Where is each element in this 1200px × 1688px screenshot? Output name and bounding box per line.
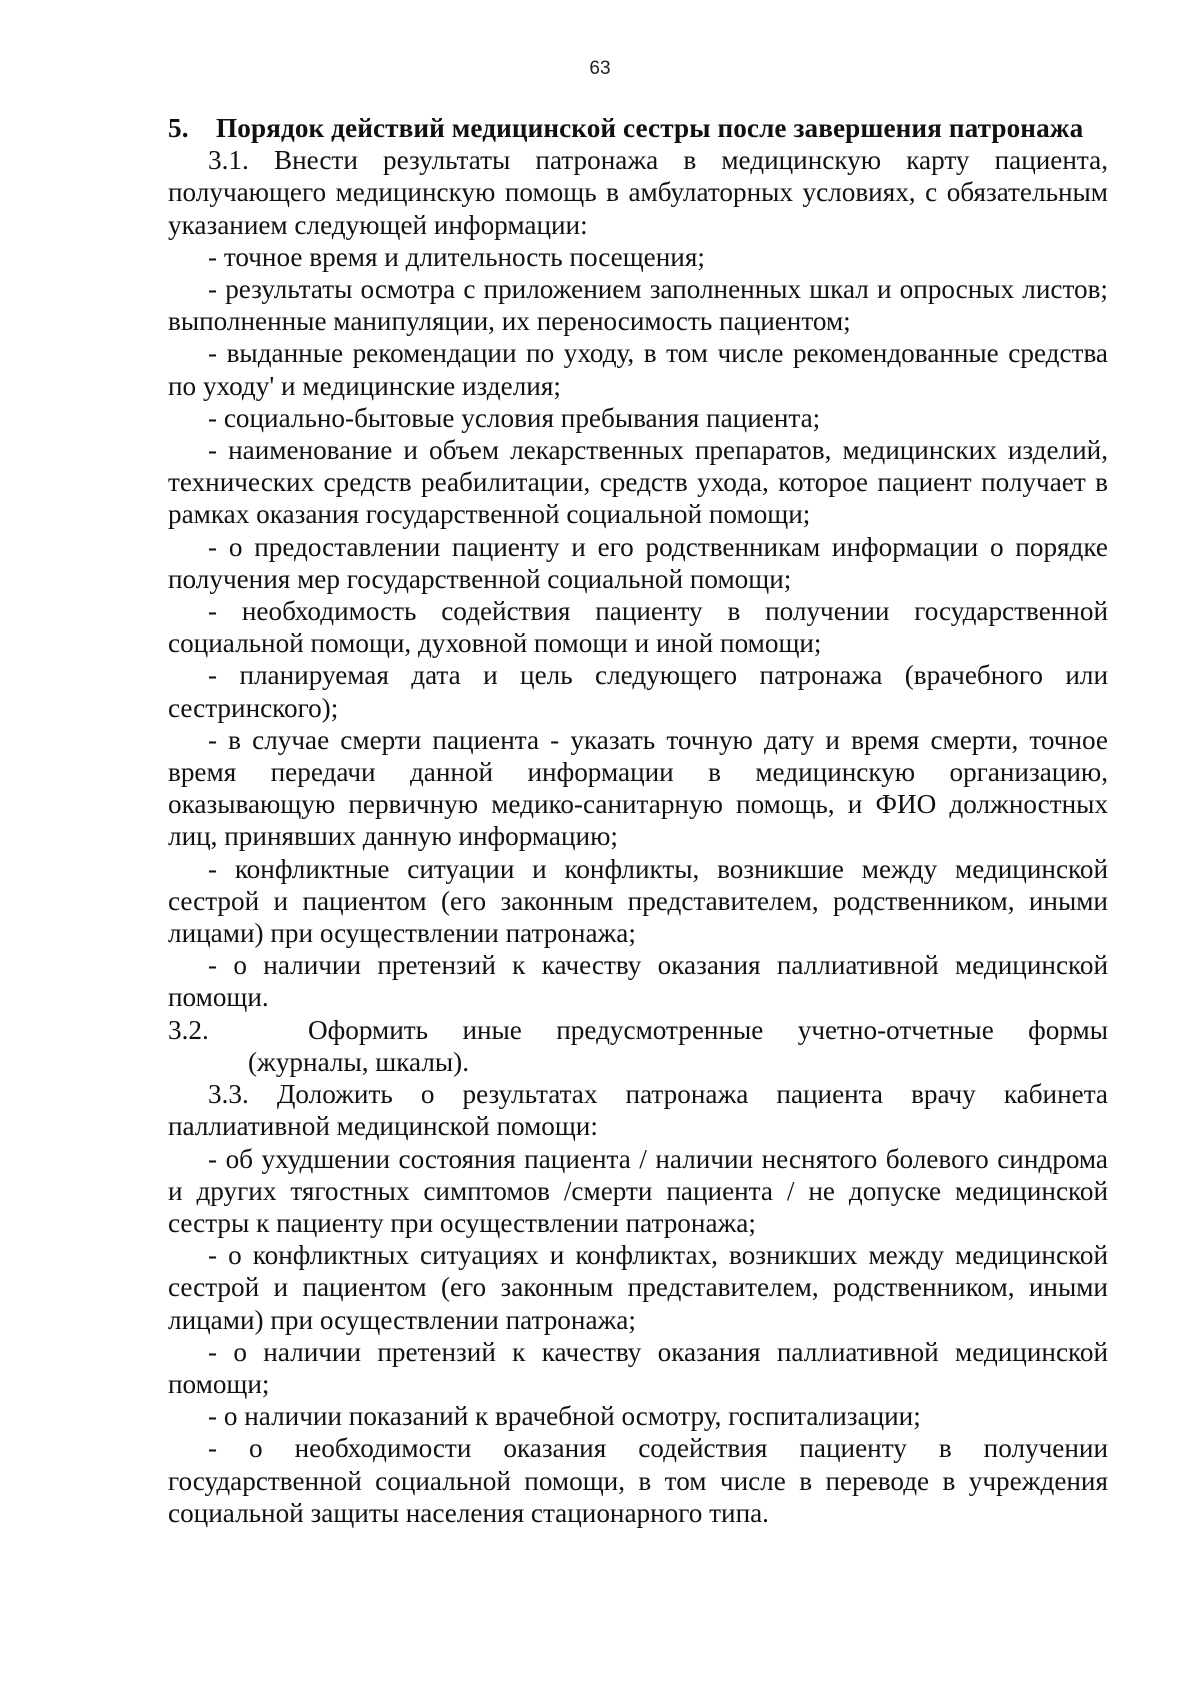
list-item: - о наличии претензий к качеству оказания паллиативной медицинской помощи. xyxy=(168,950,1108,1013)
list-item: - точное время и длительность посещения; xyxy=(208,241,705,272)
section-title: Порядок действий медицинской сестры после завершения патронажа xyxy=(216,113,1084,143)
section-heading xyxy=(168,112,1108,144)
list-item: - об ухудшении состояния пациента / наличии неснятого болевого синдрома и других тягостных симптомов /смерти пациента / не допуске медицинской сестры к пациенту при осуществлении патронажа; xyxy=(168,1143,1108,1238)
list-item: - социально-бытовые условия пребывания пациента; xyxy=(208,402,821,433)
list-item: - о наличии претензий к качеству оказания паллиативной медицинской помощи; xyxy=(168,1336,1108,1399)
paragraph-3-2-number: 3.2. xyxy=(168,1014,209,1045)
list-item: - необходимость содействия пациенту в получении государственной социальной помощи, духовной помощи и иной помощи; xyxy=(168,596,1108,659)
list-item: - наименование и объем лекарственных препаратов, медицинских изделий, технических средств реабилитации, средств ухода, которое пациент получает в рамках оказания государственной социальной помощи; xyxy=(168,435,1108,530)
list-item: - в случае смерти пациента - указать точную дату и время смерти, точное время передачи данной информации в медицинскую организацию, оказывающую первичную медико-санитарную помощь, и ФИО должностных лиц, принявших данную информацию; xyxy=(168,724,1108,852)
list-item: - выданные рекомендации по уходу, в том числе рекомендованные средства по уходу' и медицинские изделия; xyxy=(168,338,1108,401)
list-item: - результаты осмотра с приложением заполненных шкал и опросных листов; выполненные манипуляции, их переносимость пациентом; xyxy=(168,274,1108,337)
list-item: - о необходимости оказания содействия пациенту в получении государственной социальной помощи, в том числе в переводе в учреждения социальной защиты населения стационарного типа. xyxy=(168,1433,1108,1528)
list-item: - о наличии показаний к врачебной осмотру, госпитализации; xyxy=(208,1401,921,1432)
section-number: 5. xyxy=(168,113,189,143)
list-item: - о предоставлении пациенту и его родственникам информации о порядке получения мер государственной социальной помощи; xyxy=(168,531,1108,594)
page-number: 63 xyxy=(589,58,611,79)
list-item: - о конфликтных ситуациях и конфликтах, возникших между медицинской сестрой и пациентом (его законным представителем, родственником, иными лицами) при осуществлении патронажа; xyxy=(168,1240,1108,1335)
paragraph-3-3: 3.3. Доложить о результатах патронажа пациента врачу кабинета паллиативной медицинской помощи: xyxy=(168,1079,1108,1142)
paragraph-3-1: 3.1. Внести результаты патронажа в медицинскую карту пациента, получающего медицинскую помощь в амбулаторных условиях, с обязательным указанием следующей информации: xyxy=(168,145,1108,240)
list-item: - планируемая дата и цель следующего патронажа (врачебного или сестринского); xyxy=(168,660,1108,723)
paragraph-3-2-text: Оформить иные предусмотренные учетно-отчетные формы (журналы, шкалы). xyxy=(248,1014,1108,1077)
document-body xyxy=(168,112,1108,1529)
paragraph-3-2 xyxy=(168,1014,1108,1078)
list-item: - конфликтные ситуации и конфликты, возникшие между медицинской сестрой и пациентом (его законным представителем, родственником, иными лицами) при осуществлении патронажа; xyxy=(168,853,1108,949)
